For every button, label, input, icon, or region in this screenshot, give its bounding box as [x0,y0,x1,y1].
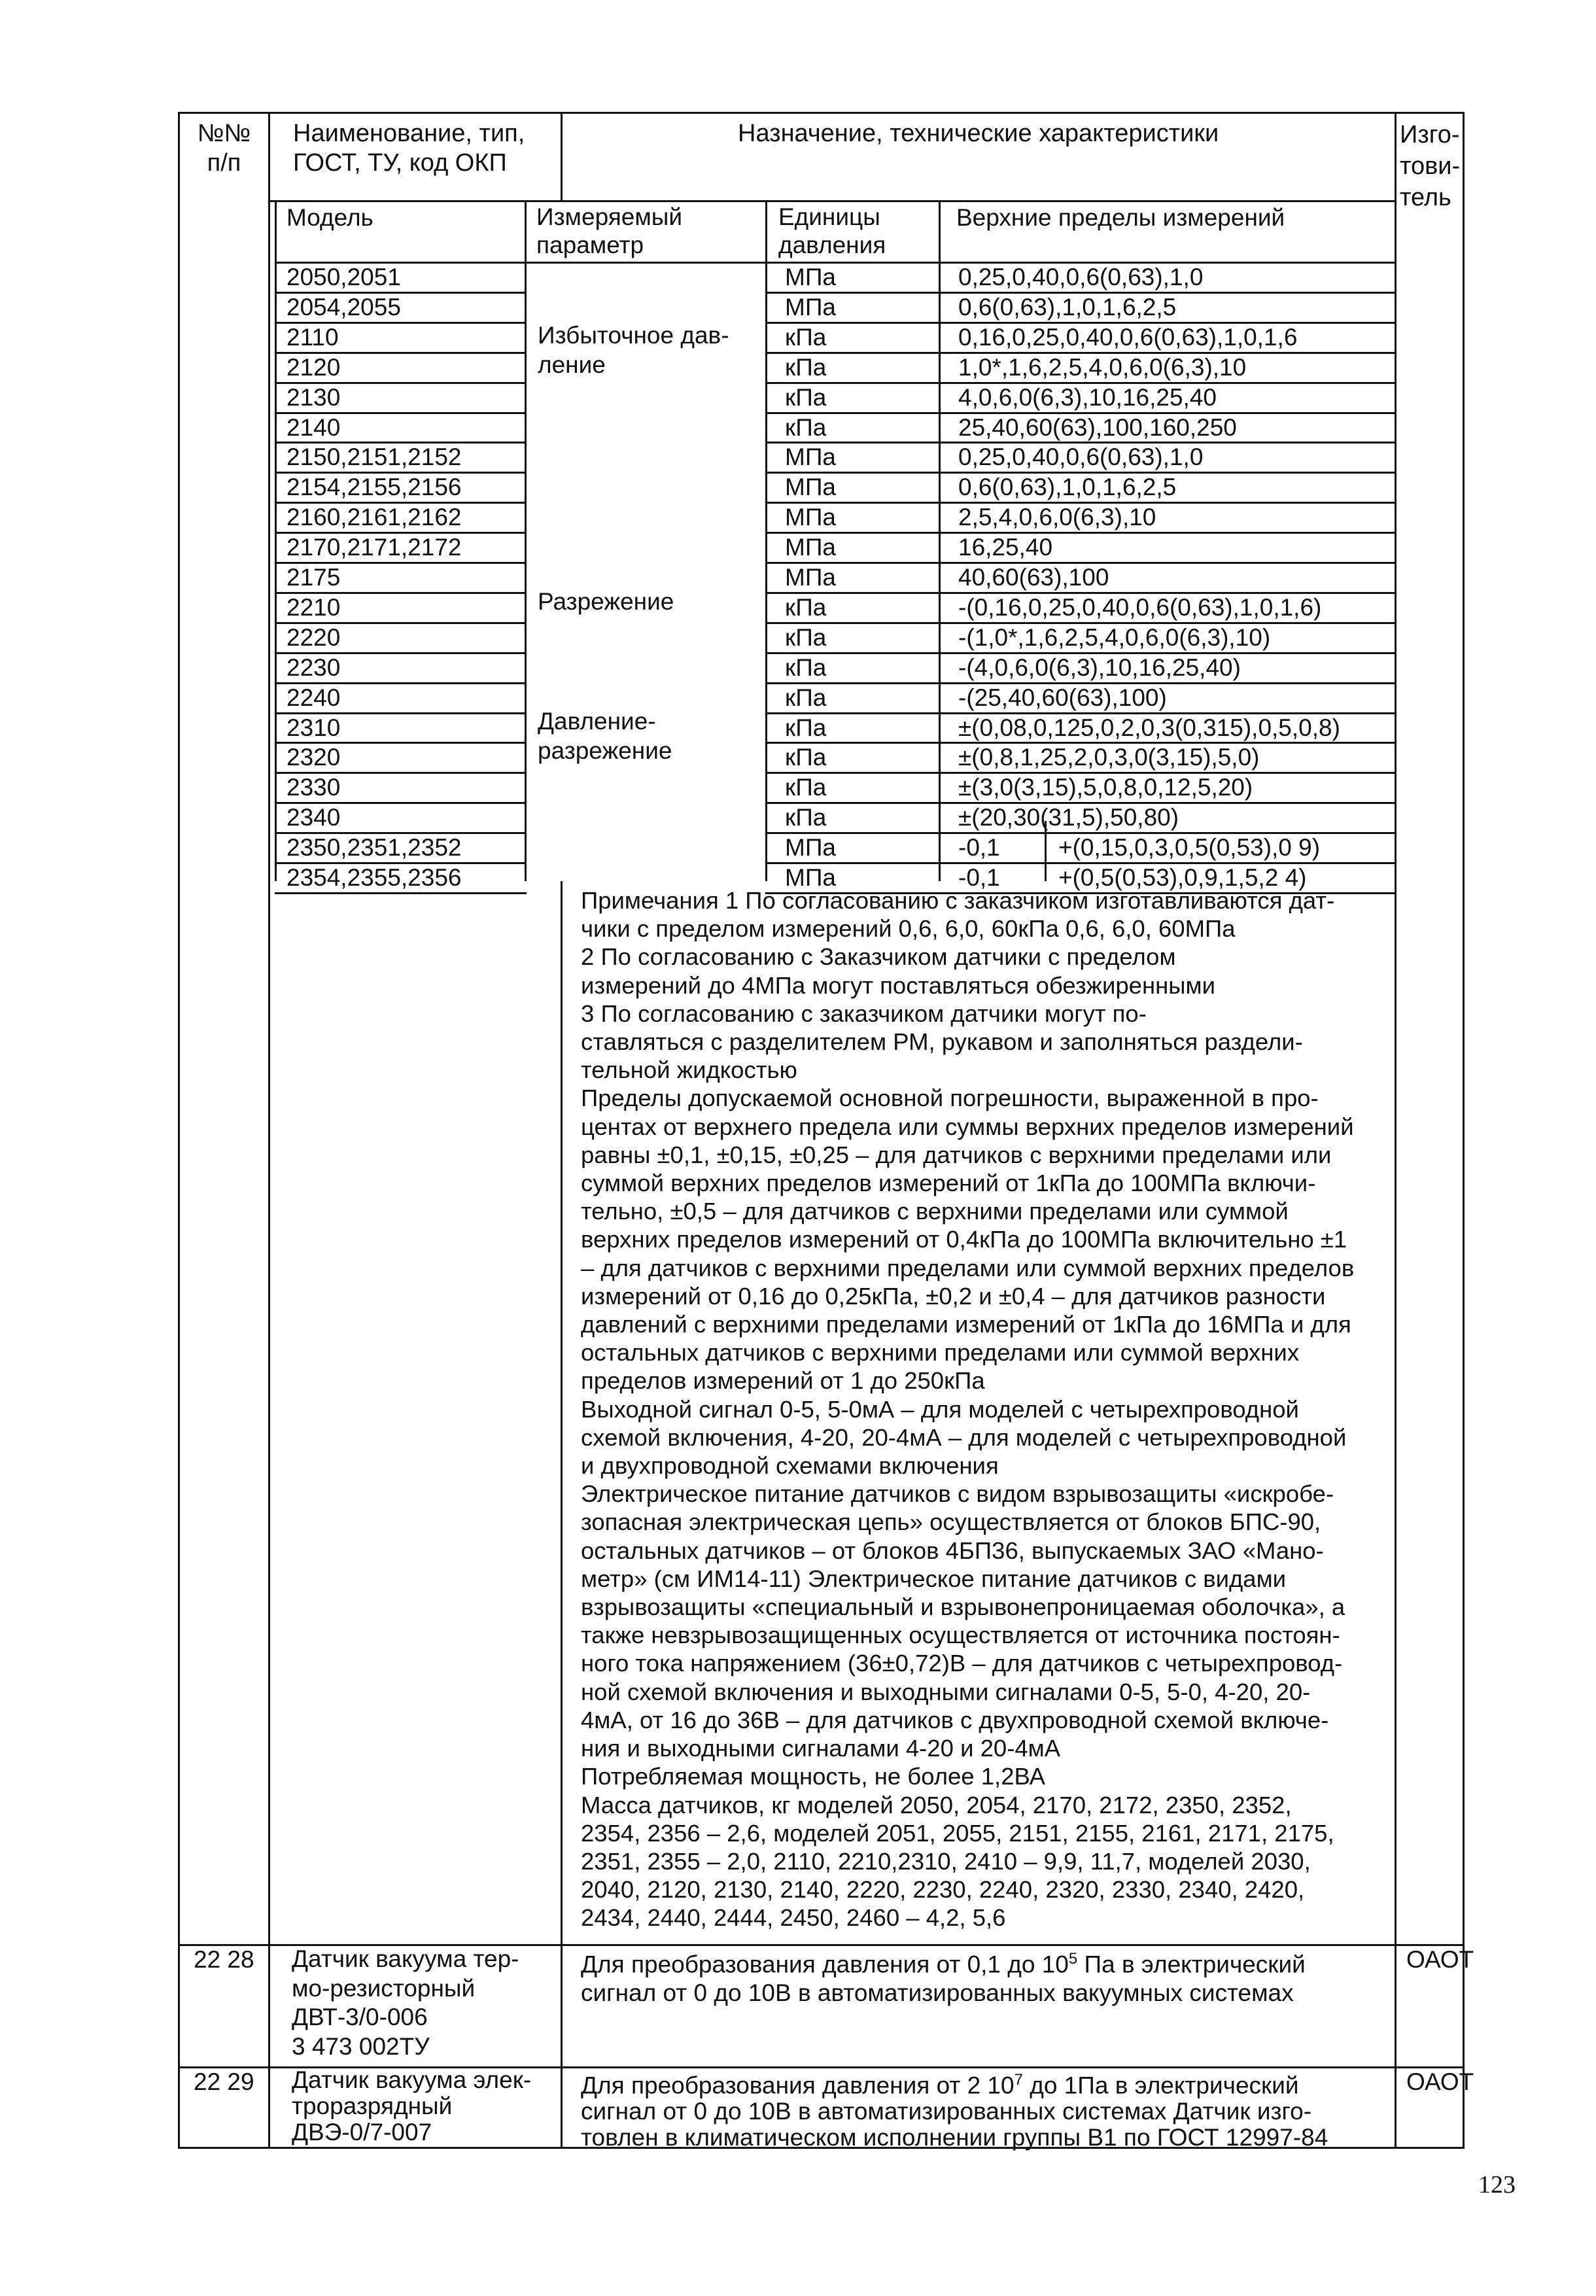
unit-cell: МПа [785,293,836,321]
notes-line: взрывозащиты «специальный и взрывонепроницаемая оболочка», а [581,1593,1345,1621]
notes-line: давлений с верхними пределами измерений от 1кПа до 16МПа и для [581,1311,1351,1338]
unit-cell: кПа [785,323,827,351]
header-divider [268,200,1396,202]
model-cell: 2175 [286,564,341,591]
notes-line: Масса датчиков, кг моделей 2050, 2054, 2170, 2172, 2350, 2352, [581,1791,1292,1818]
notes-line: ставляться с разделителем РМ, рукавом и заполняться раздели- [581,1028,1303,1056]
item-2229-num: 22 29 [194,2068,254,2095]
model-cell: 2240 [286,684,341,711]
unit-cell: кПа [785,353,827,381]
item-2228-maker: ОАОТ [1406,1946,1474,1973]
model-cell: 2150,2151,2152 [286,444,462,471]
notes-line: 4мА, от 16 до 36В – для датчиков с двухпроводной схемой включе- [581,1706,1329,1733]
model-cell: 2140 [286,413,341,441]
limits-cell-positive: +(0,5(0,53),0,9,1,5,2 4) [1058,864,1307,891]
unit-cell: кПа [785,593,827,621]
limits-cell: 4,0,6,0(6,3),10,16,25,40 [958,383,1217,411]
limits-cell: -(4,0,6,0(6,3),10,16,25,40) [958,653,1241,681]
limits-cell: 0,6(0,63),1,0,1,6,2,5 [958,293,1177,321]
header-name: Наименование, тип, ГОСТ, ТУ, код ОКП [293,120,525,177]
notes-line: чики с пределом измерений 0,6, 6,0, 60кПа 0,6, 6,0, 60МПа [581,915,1236,943]
unit-cell: МПа [785,864,836,891]
limits-cell: ±(20,30(31,5),50,80) [958,804,1179,831]
item-2229-maker: ОАОТ [1406,2068,1474,2095]
notes-line: суммой верхних пределов измерений от 1кПа до 100МПа включи- [581,1170,1316,1197]
item-2228-name: Датчик вакуума тер- мо-резисторный ДВТ-3/0-006 3 473 002ТУ [292,1945,519,2060]
model-cell: 2054,2055 [286,293,401,321]
limits-cell: 40,60(63),100 [958,564,1109,591]
unit-cell: МПа [785,504,836,531]
model-cell: 2320 [286,744,341,771]
limits-cell: -(25,40,60(63),100) [958,684,1167,711]
unit-cell: МПа [785,444,836,471]
notes-line: 2354, 2356 – 2,6, моделей 2051, 2055, 2151, 2155, 2161, 2171, 2175, [581,1819,1334,1847]
notes-line: измерений до 4МПа могут поставляться обезжиренными [581,971,1216,999]
model-cell: 2154,2155,2156 [286,474,462,501]
notes-line: Пределы допускаемой основной погрешности, выраженной в про- [581,1085,1319,1112]
notes-line: Выходной сигнал 0-5, 5-0мА – для моделей с четырехпроводной [581,1395,1299,1423]
table-top-border [178,112,1465,114]
subheader-units: Единицы давления [778,203,886,258]
limits-cell: -0,1 [958,834,1000,861]
unit-cell: кПа [785,653,827,681]
model-cell: 2130 [286,383,341,411]
col-model-right [525,200,527,881]
limits-cell: 2,5,4,0,6,0(6,3),10 [958,504,1156,531]
col-model-left [275,200,277,881]
header-maker: Изго- тови- тель [1400,121,1461,211]
unit-cell: кПа [785,744,827,771]
notes-line: тельной жидкостью [581,1056,797,1084]
notes-block [581,886,1405,1932]
model-cell: 2350,2351,2352 [286,834,462,861]
notes-line: и двухпроводной схемами включения [581,1452,999,1480]
limits-cell: ±(3,0(3,15),5,0,8,0,12,5,20) [958,774,1253,801]
unit-cell: МПа [785,474,836,501]
header-purpose: Назначение, технические характеристики [738,120,1219,147]
notes-line: измерений от 0,16 до 0,25кПа, ±0,2 и ±0,4 – для датчиков разности [581,1282,1326,1310]
model-cell: 2310 [286,714,341,741]
item-2229-name: Датчик вакуума элек- троразрядный ДВЭ-0/7-007 [292,2066,532,2146]
col-name-divider-header [561,112,563,200]
limits-cell: 25,40,60(63),100,160,250 [958,413,1237,441]
limits-cell: -(1,0*,1,6,2,5,4,0,6,0(6,3),10) [958,623,1271,651]
unit-cell: кПа [785,383,827,411]
table-left-border [178,112,180,2149]
param-vacuum: Разрежение [538,588,674,615]
unit-cell: МПа [785,534,836,561]
limits-cell: -(0,16,0,25,0,40,0,6(0,63),1,0,1,6) [958,593,1322,621]
notes-line: остальных датчиков с верхними пределами или суммой верхних [581,1339,1300,1366]
notes-line: равны ±0,1, ±0,15, ±0,25 – для датчиков с верхними пределами или [581,1141,1332,1168]
unit-cell: МПа [785,834,836,861]
notes-line: 2434, 2440, 2444, 2450, 2460 – 4,2, 5,6 [581,1904,1006,1932]
unit-cell: кПа [785,413,827,441]
notes-line: ного тока напряжением (36±0,72)В – для датчиков с четырехпровод- [581,1650,1343,1677]
notes-line: Примечания 1 По согласованию с заказчиком изготавливаются дат- [581,887,1335,914]
col-num-divider [268,112,270,2149]
notes-line: – для датчиков с верхними пределами или суммой верхних пределов [581,1254,1355,1281]
notes-line: зопасная электрическая цепь» осуществляется от блоков БПС-90, [581,1508,1321,1536]
notes-line: 2 По согласованию с Заказчиком датчики с пределом [581,943,1176,971]
col-limits-left [939,200,941,881]
notes-line: 2351, 2355 – 2,0, 2110, 2210,2310, 2410 – 9,9, 11,7, моделей 2030, [581,1847,1311,1875]
header-num: №№ п/п [197,120,251,177]
model-cell: 2170,2171,2172 [286,534,462,561]
notes-line: ной схемой включения и выходными сигналами 0-5, 5-0, 4-20, 20- [581,1678,1311,1705]
model-cell: 2120 [286,353,341,381]
notes-line: тельно, ±0,5 – для датчиков с верхними пределами или суммой [581,1198,1289,1225]
limits-cell: 0,16,0,25,0,40,0,6(0,63),1,0,1,6 [958,323,1298,351]
unit-cell: кПа [785,804,827,831]
unit-cell: кПа [785,774,827,801]
subheader-limits: Верхние пределы измерений [956,204,1285,231]
limits-cell: 0,6(0,63),1,0,1,6,2,5 [958,474,1177,501]
page-number: 123 [1478,2171,1516,2199]
notes-line: схемой включения, 4-20, 20-4мА – для моделей с четырехпроводной [581,1423,1347,1451]
notes-line: остальных датчиков – от блоков 4БП36, выпускаемых ЗАО «Мано- [581,1537,1324,1564]
model-cell: 2330 [286,774,341,801]
unit-cell: кПа [785,714,827,741]
model-cell: 2220 [286,623,341,651]
model-cell: 2354,2355,2356 [286,864,462,891]
notes-line: также невзрывозащищенных осуществляется от источника постоян- [581,1622,1340,1649]
model-cell: 2340 [286,804,341,831]
notes-left-border [561,881,563,2149]
notes-line: метр» (см ИМ14-11) Электрическое питание датчиков с видами [581,1565,1287,1592]
limits-cell: -0,1 [958,864,1000,891]
param-pressure-vacuum: Давление- разрежение [538,708,672,764]
model-cell: 2230 [286,653,341,681]
unit-cell: кПа [785,623,827,651]
unit-cell: МПа [785,264,836,290]
notes-line: пределов измерений от 1 до 250кПа [581,1367,985,1395]
notes-line: Электрическое питание датчиков с видом взрывозащиты «искробе- [581,1480,1334,1508]
subheader-model: Модель [286,204,373,231]
col-units-left [765,200,767,881]
limits-cell: 1,0*,1,6,2,5,4,0,6,0(6,3),10 [958,353,1247,381]
model-cell: 2160,2161,2162 [286,504,462,531]
limits-cell: ±(0,08,0,125,0,2,0,3(0,315),0,5,0,8) [958,714,1340,741]
limits-cell: ±(0,8,1,25,2,0,3,0(3,15),5,0) [958,744,1260,771]
notes-line: центах от верхнего предела или суммы верхних пределов измерений [581,1113,1354,1140]
model-cell: 2050,2051 [286,264,401,290]
model-cell: 2210 [286,593,341,621]
notes-line: Потребляемая мощность, не более 1,2ВА [581,1763,1045,1790]
notes-line: верхних пределов измерений от 0,4кПа до 100МПа включительно ±1 [581,1226,1347,1253]
item-2229-desc: Для преобразования давления от 2 $10^7$ до 1Па в электрический сигнал от 0 до 10В в автоматизированных системах Датчик изго- товлен в климатическом исполнении группы В1 по ГОСТ 12997-84 [581,2071,1328,2151]
item-2228-desc: Для преобразования давления от 0,1 до $10^5$ Па в электрический сигнал от 0 до 10В в автоматизированных вакуумных системах [581,1950,1306,2007]
unit-cell: кПа [785,684,827,711]
unit-cell: МПа [785,564,836,591]
model-cell: 2110 [286,323,339,351]
param-overpressure: Избыточное дав- ление [538,322,729,378]
table-right-border [1463,112,1465,2149]
notes-line: 3 По согласованию с заказчиком датчики могут по- [581,1000,1147,1027]
limits-cell-positive: +(0,15,0,3,0,5(0,53),0 9) [1058,834,1321,861]
subheader-param: Измеряемый параметр [536,203,683,258]
limits-cell: 0,25,0,40,0,6(0,63),1,0 [958,264,1204,290]
notes-line: ния и выходными сигналами 4-20 и 20-4мА [581,1735,1061,1762]
item-2228-num: 22 28 [194,1946,254,1973]
limits-cell: 0,25,0,40,0,6(0,63),1,0 [958,444,1204,471]
notes-line: 2040, 2120, 2130, 2140, 2220, 2230, 2240, 2320, 2330, 2340, 2420, [581,1876,1305,1904]
limits-cell: 16,25,40 [958,534,1053,561]
